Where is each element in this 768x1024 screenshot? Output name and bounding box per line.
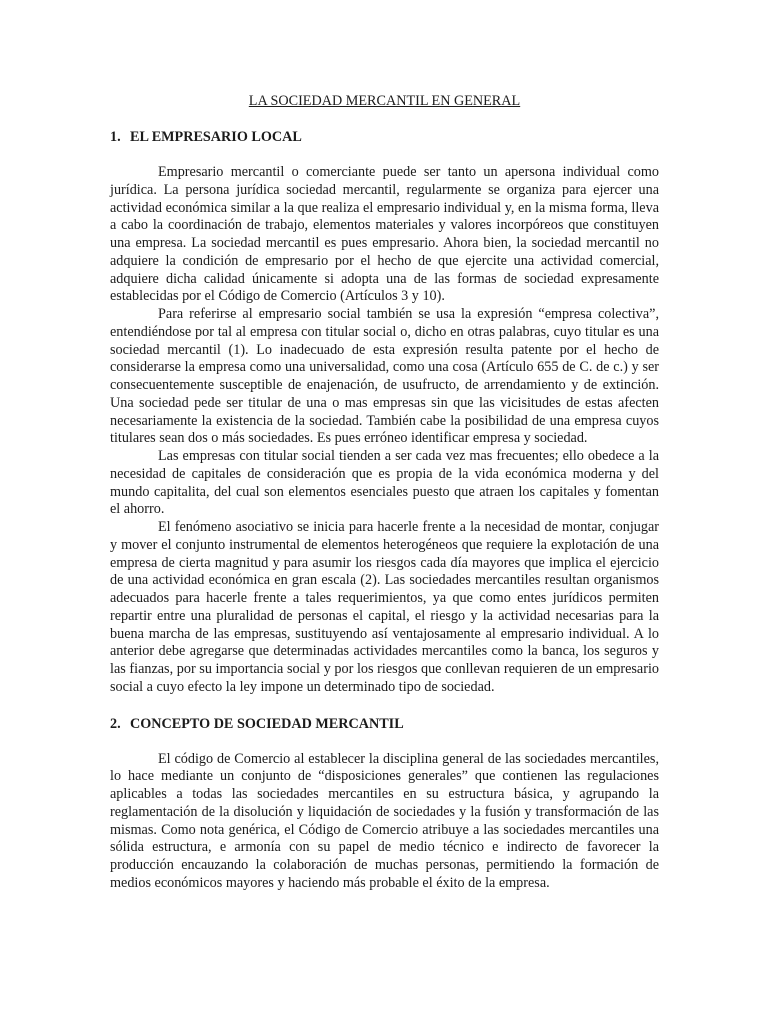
paragraph: Empresario mercantil o comerciante puede ser tanto un apersona individual como jurídica. La persona jurídica sociedad mercantil, regularmente se organiza para ejercer una actividad económica similar a la que realiza el empresario individual y, en la misma forma, lleva a cabo la coordinación de trabajo, elementos materiales y valores incorpóreos que constituyen una empresa. La sociedad mercantil es pues empresario. Ahora bien, la sociedad mercantil no adquiere la condición de empresario por el hecho de que ejercite una actividad comercial, adquiere dicha calidad únicamente si adopta una de las formas de sociedad expresamente establecidas por el Código de Comercio (Artículos 3 y 10).	[110, 164, 659, 305]
section-number: 1.	[110, 129, 121, 145]
paragraph: Para referirse al empresario social también se usa la expresión “empresa colectiva”, entendiéndose por tal al empresa con titular social o, dicho en otras palabras, cuyo titular es una sociedad mercantil (1). Lo inadecuado de esta expresión resulta patente por el hecho de considerarse la empresa como una universalidad, como una cosa (Artículo 655 de C. de c.) y ser consecuentemente susceptible de enajenación, de usufructo, de arrendamiento y de extinción. Una sociedad pede ser titular de una o mas empresas sin que las vicisitudes de estas afecten necesariamente la existencia de la sociedad. También cabe la posibilidad de una empresa cuyos titulares sean dos o más sociedades. Es pues erróneo identificar empresa y sociedad.	[110, 306, 659, 447]
section-heading	[110, 715, 659, 733]
section-title: EL EMPRESARIO LOCAL	[130, 129, 302, 145]
section-heading	[110, 128, 659, 146]
document-title: LA SOCIEDAD MERCANTIL EN GENERAL	[248, 93, 521, 109]
paragraph: El código de Comercio al establecer la disciplina general de las sociedades mercantiles, lo hace mediante un conjunto de “disposiciones generales” que contienen las regulaciones aplicables a todas las sociedades mercantiles en su estructura básica, y agrupando la reglamentación de la disolución y liquidación de sociedades y la fusión y transformación de las mismas. Como nota genérica, el Código de Comercio atribuye a las sociedades mercantiles una sólida estructura, e armonía con su papel de medio técnico e indirecto de favorecer la producción encauzando la colaboración de muchas personas, permitiendo la formación de medios económicos mayores y haciendo más probable el éxito de la empresa.	[110, 750, 659, 891]
paragraph: El fenómeno asociativo se inicia para hacerle frente a la necesidad de montar, conjugar y mover el conjunto instrumental de elementos heterogéneos que requiere la explotación de una empresa de cierta magnitud y para asumir los riesgos cada día mayores que implica el ejercicio de una actividad económica en gran escala (2). Las sociedades mercantiles resultan organismos adecuados para hacerle frente a tales requerimientos, ya que como entes jurídicos permiten repartir entre una pluralidad de personas el capital, el riesgo y la actividad necesarias para la buena marcha de las empresas, sustituyendo así ventajosamente al empresario individual. A lo anterior debe agregarse que determinadas actividades mercantiles como la banca, los seguros y las fianzas, por su importancia social y por los riesgos que conllevan requieren de un empresario social a cuyo efecto la ley impone un determinado tipo de sociedad.	[110, 519, 659, 695]
section-number: 2.	[110, 715, 121, 732]
section-title: CONCEPTO DE SOCIEDAD MERCANTIL	[130, 715, 404, 732]
paragraph: Las empresas con titular social tienden a ser cada vez mas frecuentes; ello obedece a la necesidad de capitales de consideración que es propia de la vida económica moderna y del mundo capitalita, del cual son elementos esenciales puesto que atraen los capitales y fomentan el ahorro.	[110, 448, 659, 518]
document-body	[110, 92, 659, 893]
section-concepto-sociedad-mercantil	[110, 715, 659, 893]
section-empresario-local	[110, 128, 659, 697]
